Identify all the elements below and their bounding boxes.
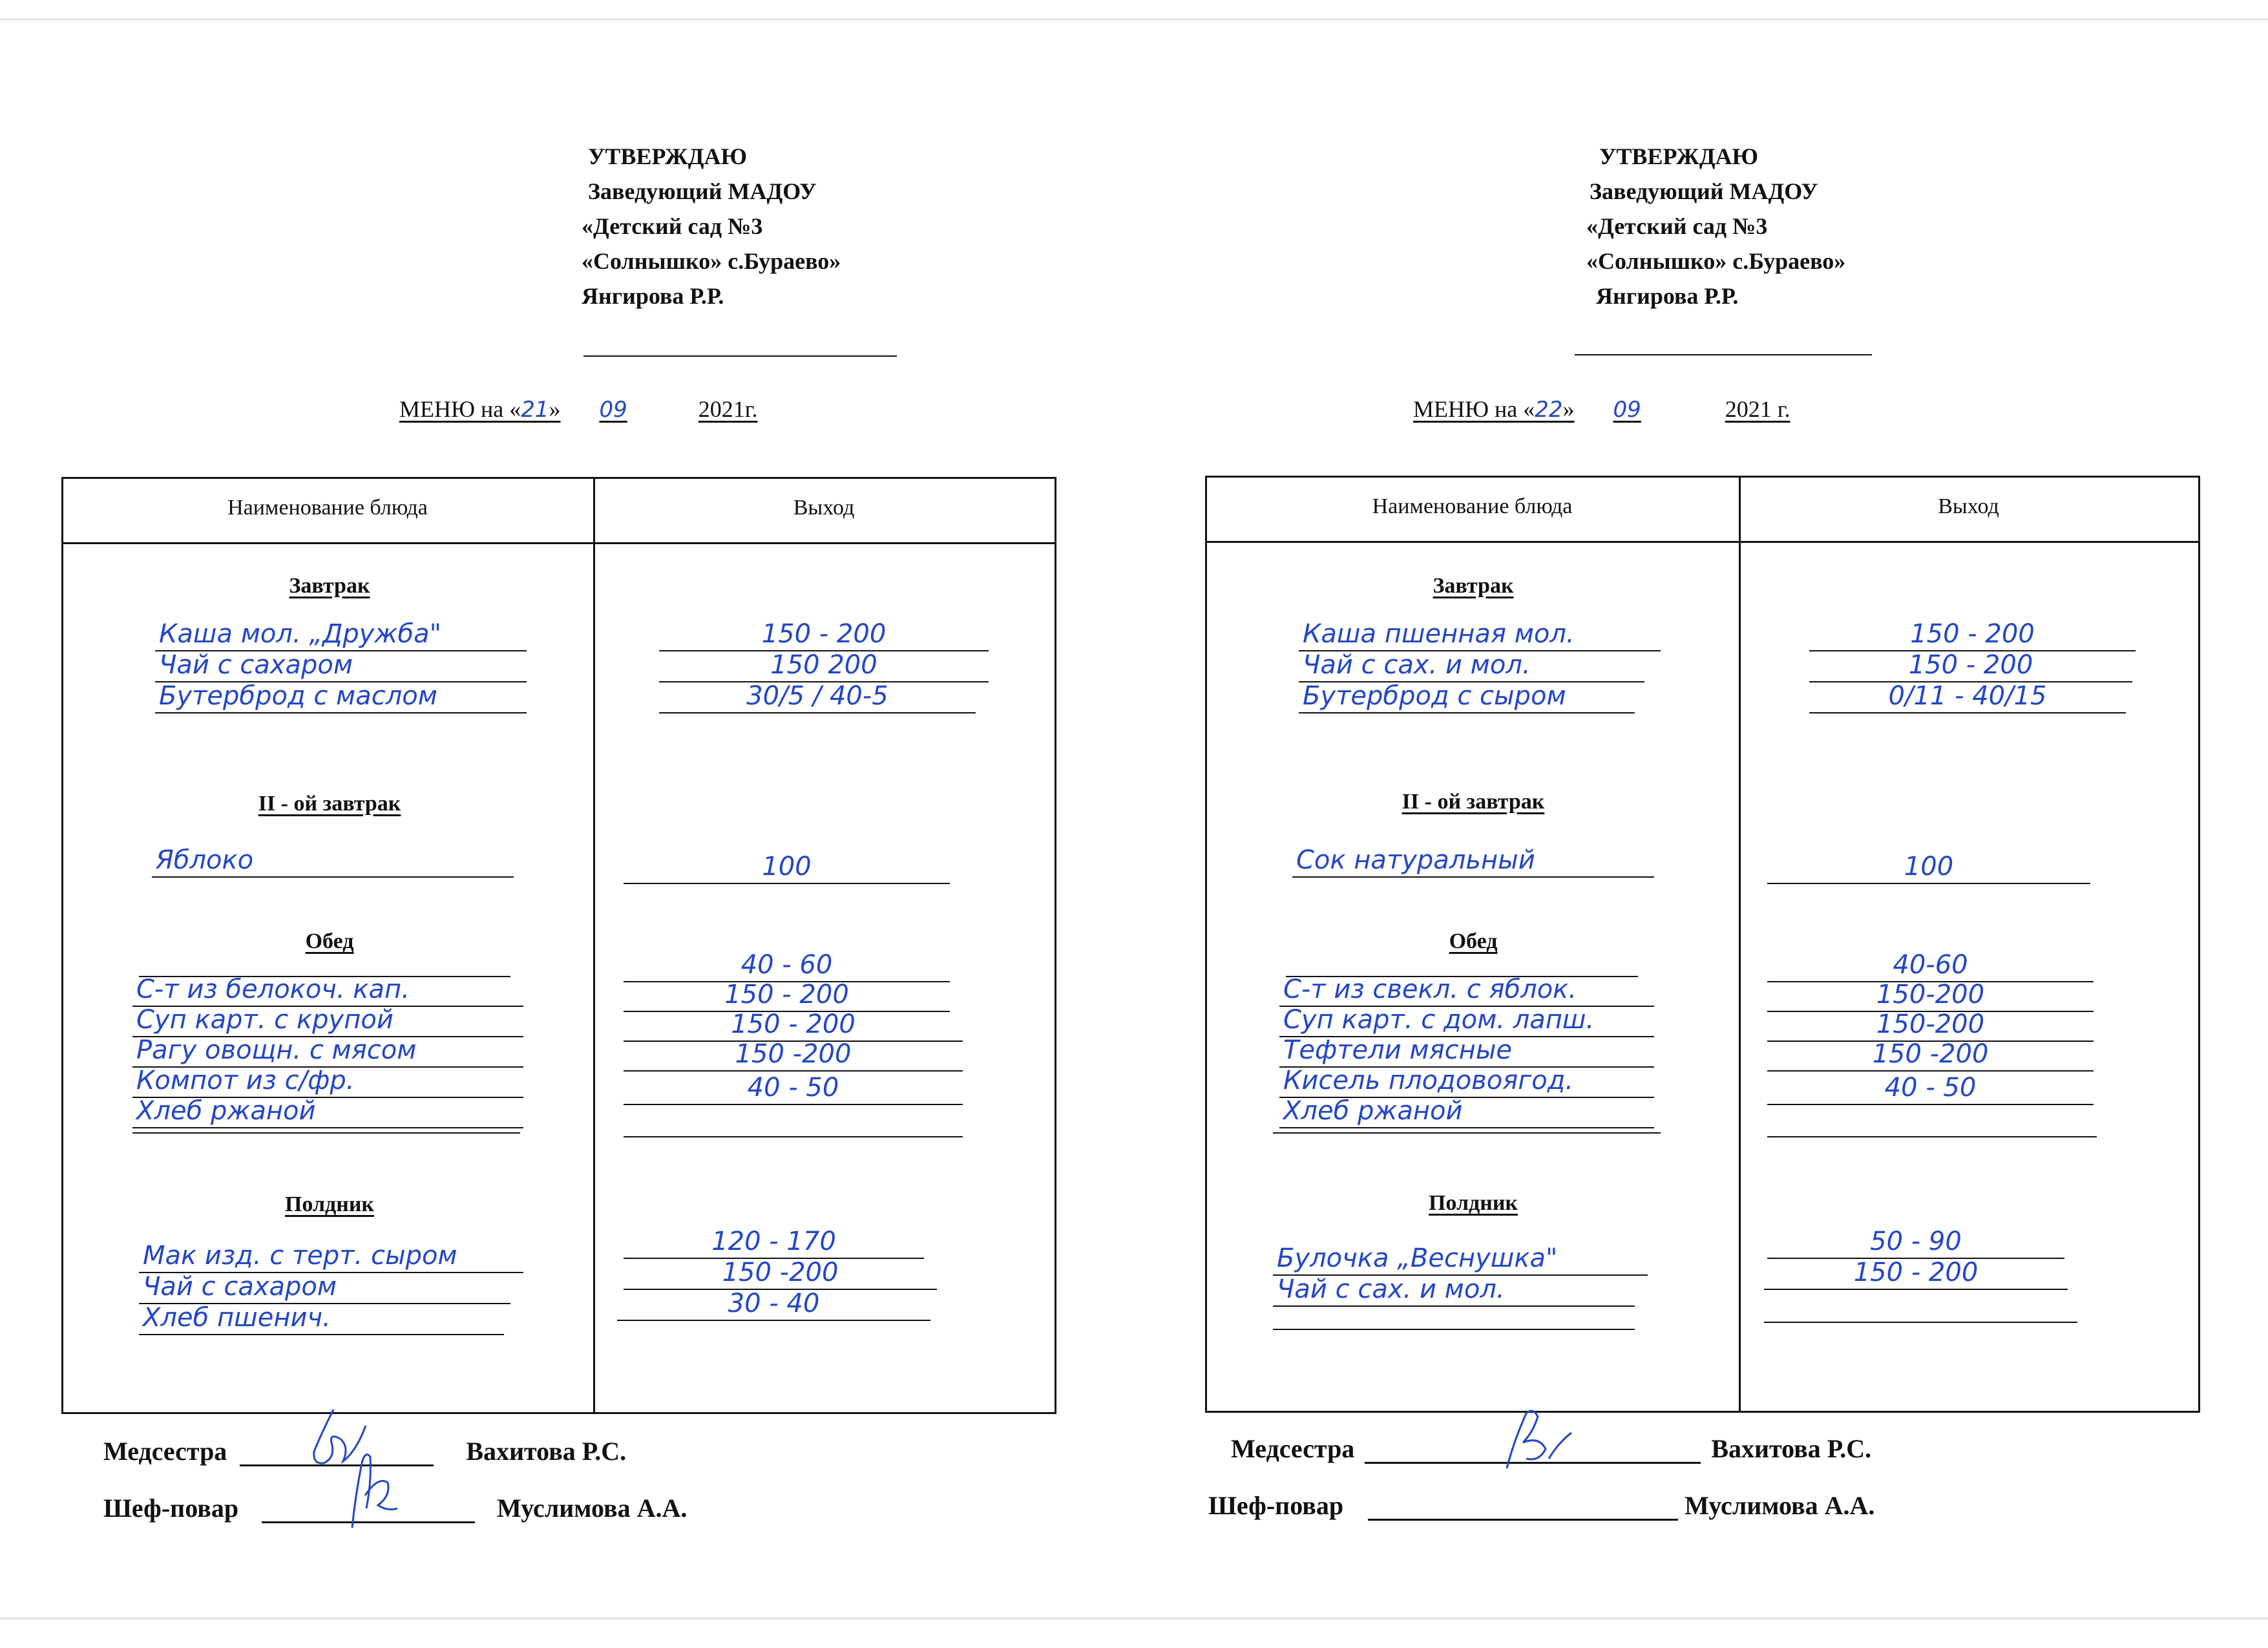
- amount-line: 40 - 60: [624, 950, 950, 982]
- column-header-dish: Наименование блюда: [1372, 494, 1573, 518]
- blank-line: [1273, 1329, 1635, 1330]
- dish-line: Каша мол. „Дружба": [155, 619, 527, 651]
- table-header-divider: [1207, 541, 2198, 543]
- approval-signature-line: [1575, 354, 1872, 355]
- meal-title-breakfast: Завтрак: [289, 574, 370, 598]
- amount-line: 150 - 200: [1764, 1258, 2068, 1290]
- approval-org: «Детский сад №3: [1586, 213, 1768, 239]
- nurse-signature-slot: [1365, 1433, 1701, 1464]
- menu-date: МЕНЮ на «21» 09 2021г.: [399, 396, 758, 423]
- dish-line: Хлеб пшенич.: [139, 1303, 504, 1335]
- approval-signatory: Янгирова Р.Р.: [1596, 283, 1739, 309]
- dish-line: Бутерброд с маслом: [155, 681, 527, 713]
- approval-position: Заведующий МАДОУ: [1590, 178, 1818, 204]
- amount-line: 150-200: [1767, 980, 2094, 1012]
- amount-line: 150 -200: [624, 1258, 937, 1290]
- amount-line: 150-200: [1767, 1009, 2094, 1042]
- approval-org-name: «Солнышко» с.Бураево»: [582, 248, 841, 274]
- dish-line: Чай с сах. и мол.: [1273, 1274, 1635, 1307]
- amount-line: 150 - 200: [624, 1009, 963, 1042]
- meal-title-breakfast: Завтрак: [1433, 574, 1514, 598]
- amount-line: 150 - 200: [659, 619, 989, 651]
- menu-date-month: 09: [599, 397, 627, 423]
- amount-line: 150 - 200: [1809, 650, 2132, 682]
- approval-org-name: «Солнышко» с.Бураево»: [1586, 248, 1846, 274]
- dish-line: Тефтели мясные: [1279, 1035, 1654, 1068]
- amount-line: 150 -200: [1767, 1039, 2094, 1072]
- blank-line: [624, 1136, 963, 1137]
- chef-name: Муслимова А.А.: [497, 1494, 688, 1523]
- chef-role: Шеф-повар: [1208, 1491, 1344, 1520]
- dish-line: Сок натуральный: [1292, 845, 1654, 878]
- dish-line: Чай с сахаром: [155, 650, 527, 682]
- table-header-divider: [63, 542, 1055, 544]
- amount-line: 100: [624, 852, 950, 884]
- dish-line: Хлеб ржаной: [1279, 1096, 1654, 1128]
- menu-date-year: 2021 г.: [1725, 396, 1790, 422]
- amount-line: 100: [1767, 852, 2090, 884]
- amount-line: 30/5 / 40-5: [659, 681, 976, 713]
- nurse-signature-mark: [1487, 1404, 1578, 1475]
- approval-title: УТВЕРЖДАЮ: [1599, 143, 1759, 169]
- blank-line: [1764, 1322, 2077, 1323]
- dish-line: Хлеб ржаной: [132, 1096, 523, 1128]
- dish-line: Мак изд. с терт. сыром: [139, 1241, 523, 1273]
- nurse-signature-row: [1231, 1433, 1871, 1464]
- amount-line: 0/11 - 40/15: [1809, 681, 2126, 713]
- dish-line: Яблоко: [152, 845, 514, 878]
- amount-line: 50 - 90: [1767, 1227, 2064, 1259]
- meal-title-lunch: Обед: [1449, 929, 1498, 953]
- nurse-role: Медсестра: [1231, 1434, 1355, 1463]
- dish-line: Суп карт. с дом. лапш.: [1279, 1005, 1654, 1037]
- table-column-divider: [593, 479, 595, 1412]
- dish-line: Бутерброд с сыром: [1299, 681, 1635, 713]
- meal-title-afternoon-snack: Полдник: [284, 1192, 375, 1216]
- approval-block: [1586, 139, 1845, 313]
- amount-line: 150 -200: [624, 1039, 963, 1072]
- menu-date-month: 09: [1613, 397, 1641, 423]
- amount-line: 30 - 40: [617, 1289, 930, 1321]
- dish-line: Кисель плодовоягод.: [1279, 1066, 1654, 1098]
- amount-line: 120 - 170: [624, 1227, 924, 1259]
- blank-line: [1273, 1132, 1661, 1134]
- approval-org: «Детский сад №3: [582, 213, 763, 239]
- chef-signature-slot: [262, 1493, 475, 1523]
- blank-line: [132, 1132, 520, 1134]
- menu-date-day: 22: [1535, 397, 1563, 423]
- column-header-output: Выход: [793, 496, 855, 520]
- menu-date: МЕНЮ на «22» 09 2021 г.: [1413, 396, 1790, 423]
- nurse-name: Вахитова Р.С.: [466, 1437, 627, 1466]
- column-header-dish: Наименование блюда: [227, 496, 428, 520]
- nurse-role: Медсестра: [103, 1437, 227, 1466]
- meal-title-second-breakfast: II - ой завтрак: [1402, 790, 1545, 814]
- amount-line: 150 200: [659, 650, 989, 682]
- amount-line: 40-60: [1767, 950, 2094, 982]
- meal-title-afternoon-snack: Полдник: [1428, 1191, 1518, 1215]
- menu-sheet-22: [1134, 0, 2268, 1648]
- chef-signature-row: [1208, 1490, 1874, 1521]
- blank-line: [1767, 1136, 2097, 1137]
- chef-signature-row: [103, 1493, 687, 1523]
- chef-signature-slot: [1368, 1490, 1678, 1521]
- dish-line: С-т из белокоч. кап.: [132, 975, 523, 1007]
- dish-line: Суп карт. с крупой: [132, 1005, 523, 1037]
- amount-line: 40 - 50: [1767, 1073, 2094, 1105]
- nurse-name: Вахитова Р.С.: [1711, 1434, 1872, 1463]
- meal-title-second-breakfast: II - ой завтрак: [258, 792, 401, 816]
- amount-line: 150 - 200: [1809, 619, 2136, 651]
- table-column-divider: [1739, 478, 1741, 1411]
- approval-signatory: Янгирова Р.Р.: [582, 283, 724, 309]
- dish-line: Чай с сахаром: [139, 1272, 510, 1304]
- chef-name: Муслимова А.А.: [1685, 1491, 1875, 1520]
- approval-title: УТВЕРЖДАЮ: [588, 143, 748, 169]
- chef-signature-mark: [326, 1450, 410, 1534]
- approval-position: Заведующий МАДОУ: [588, 178, 817, 204]
- dish-line: Булочка „Веснушка": [1273, 1243, 1648, 1276]
- menu-date-day: 21: [521, 397, 549, 423]
- chef-role: Шеф-повар: [103, 1494, 239, 1523]
- meal-title-lunch: Обед: [305, 929, 354, 953]
- menu-date-year: 2021г.: [698, 396, 758, 422]
- approval-signature-line: [583, 355, 897, 357]
- dish-line: Компот из с/фр.: [132, 1066, 523, 1098]
- dish-line: С-т из свекл. с яблок.: [1279, 975, 1654, 1007]
- dish-line: Рагу овощн. с мясом: [132, 1035, 523, 1068]
- approval-block: [582, 139, 841, 313]
- dish-line: Чай с сах. и мол.: [1299, 650, 1644, 682]
- dish-line: Каша пшенная мол.: [1299, 619, 1661, 651]
- amount-line: 40 - 50: [624, 1073, 963, 1105]
- column-header-output: Выход: [1938, 494, 1999, 518]
- amount-line: 150 - 200: [624, 980, 950, 1012]
